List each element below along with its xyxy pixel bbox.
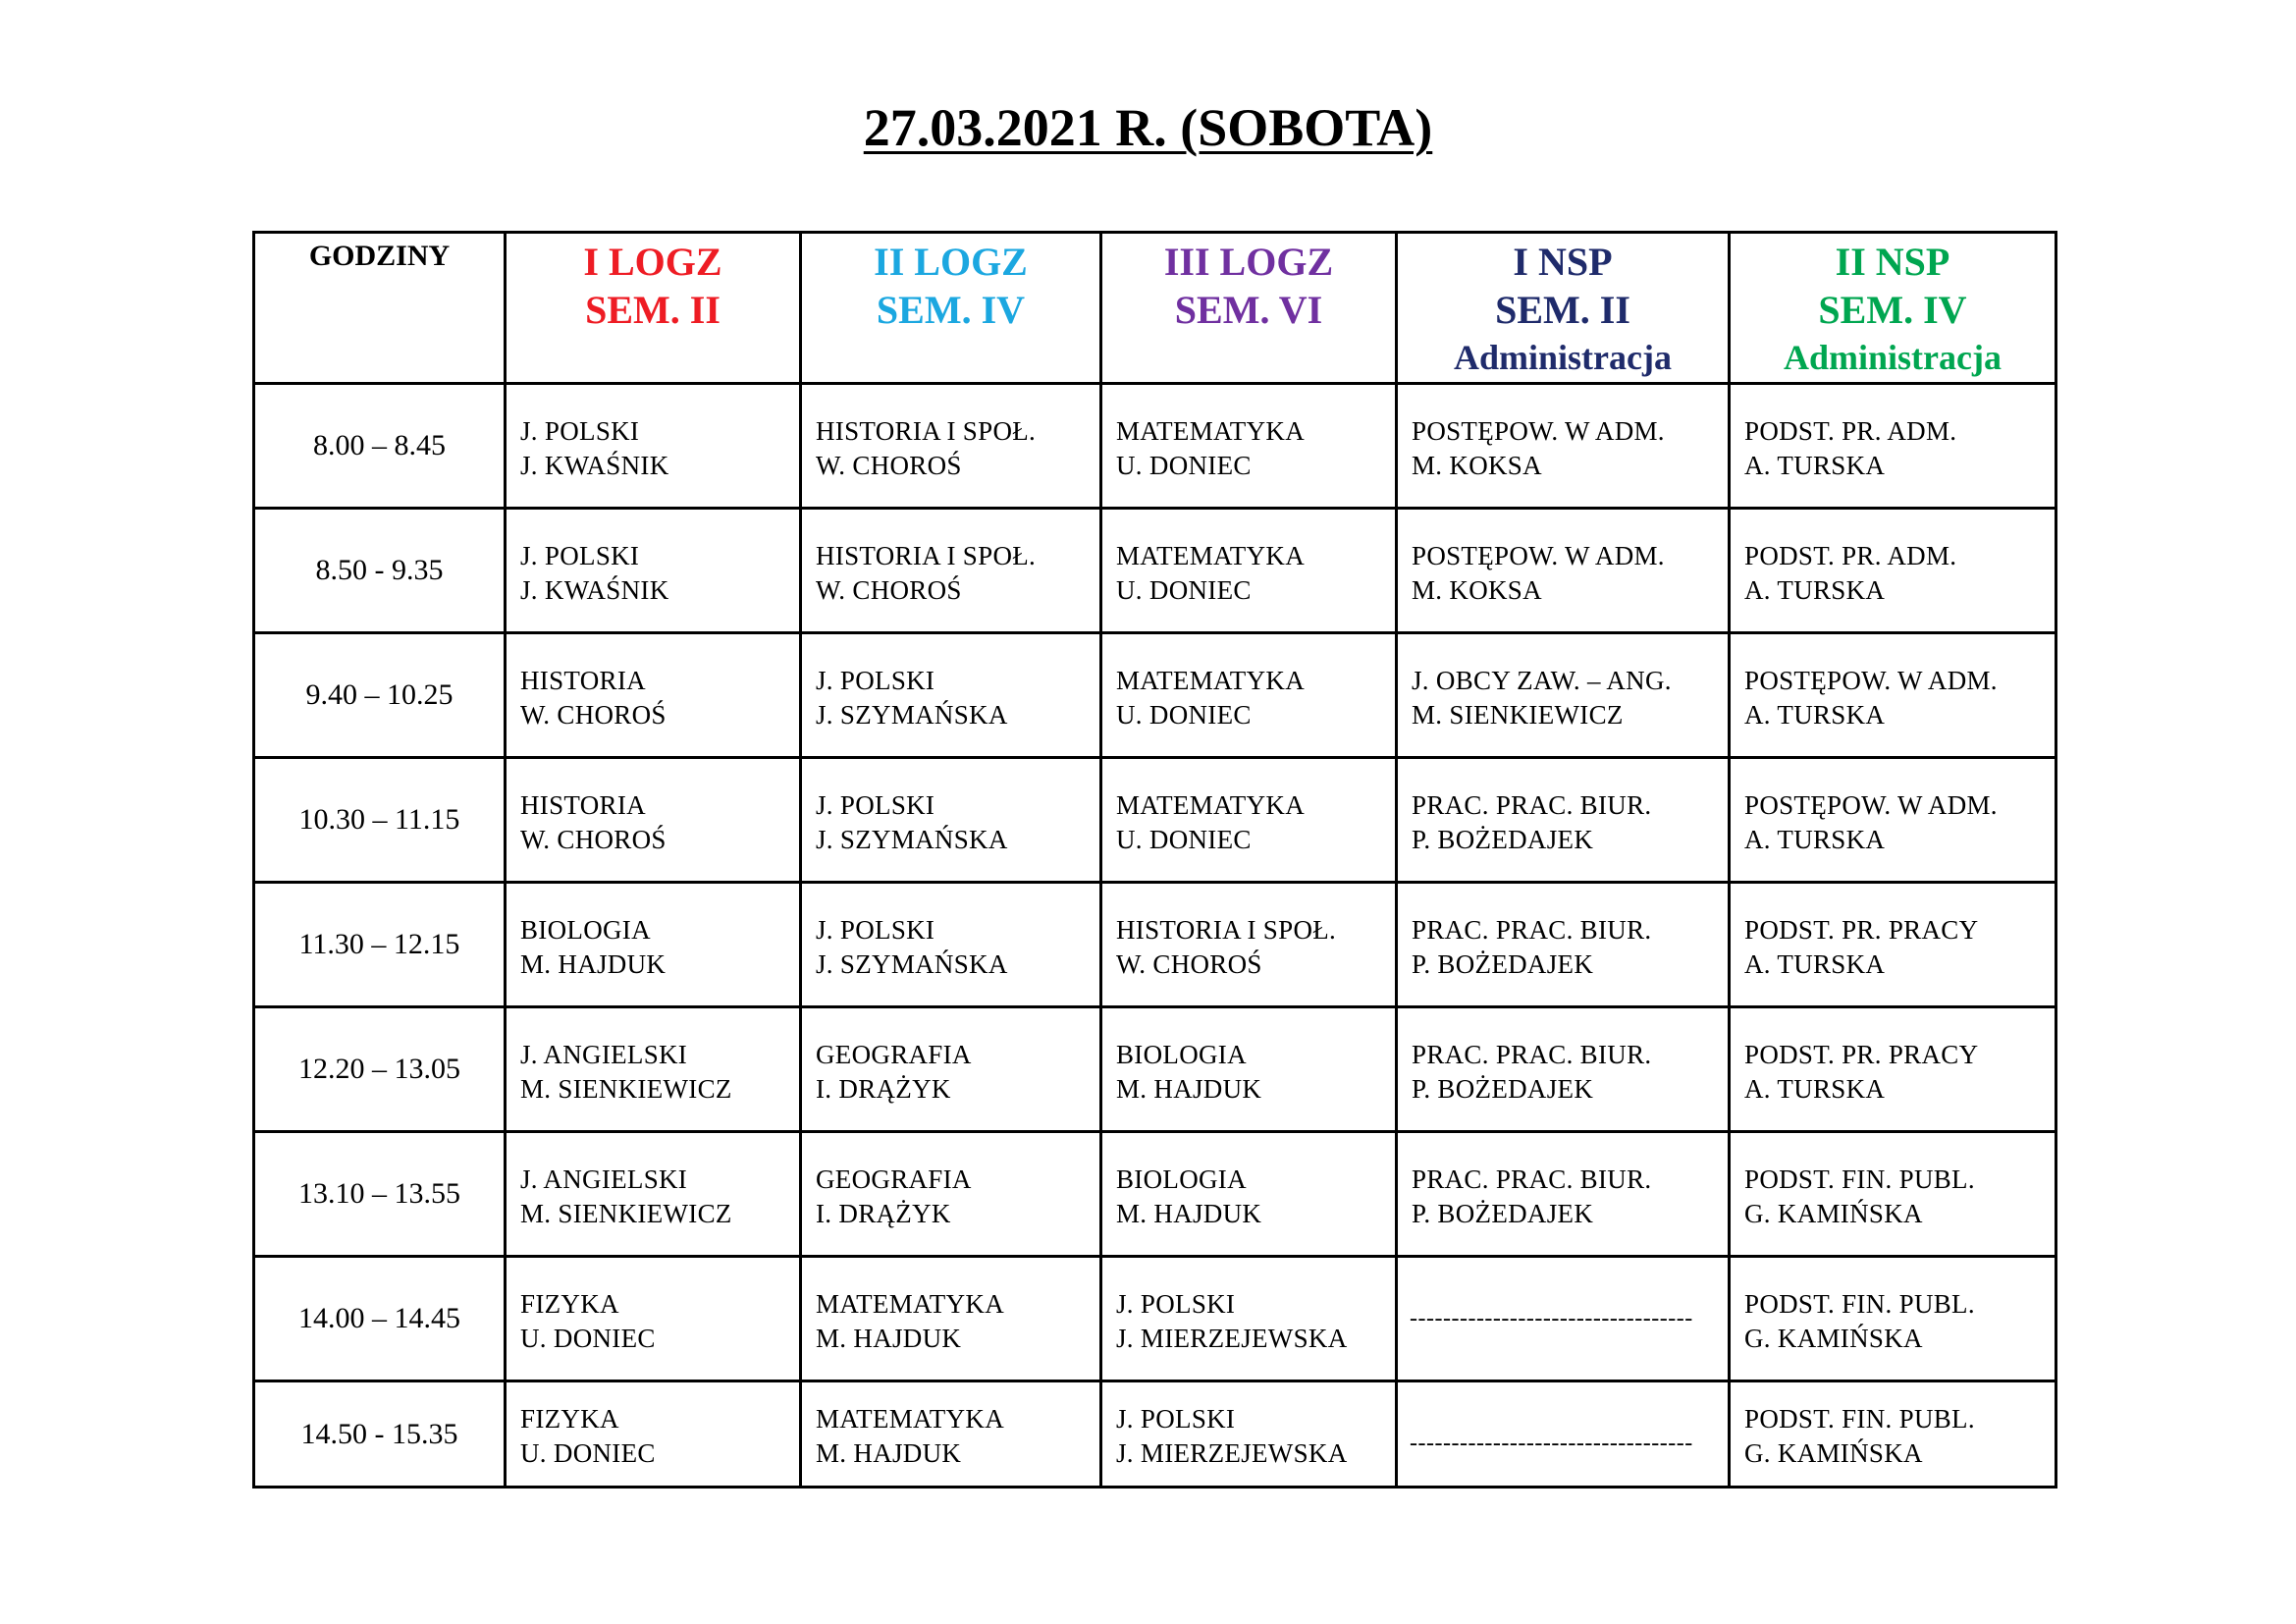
lesson-subject: POSTĘPOW. W ADM. [1412, 416, 1665, 446]
lesson-cell [1101, 883, 1397, 1007]
lesson-subject: POSTĘPOW. W ADM. [1744, 666, 1998, 695]
lesson-cell [1101, 758, 1397, 883]
lesson-teacher: A. TURSKA [1744, 575, 1886, 605]
lesson-subject: J. POLSKI [816, 790, 935, 820]
group-header-line: I LOGZ [583, 240, 722, 284]
lesson-cell [801, 384, 1101, 509]
page-title: 27.03.2021 R. (SOBOTA) [863, 98, 1433, 157]
lesson-cell [801, 1007, 1101, 1132]
lesson-teacher: W. CHOROŚ [816, 575, 962, 605]
lesson-subject: PRAC. PRAC. BIUR. [1412, 915, 1652, 945]
lesson-teacher: A. TURSKA [1744, 949, 1886, 979]
lesson-teacher: J. SZYMAŃSKA [816, 949, 1008, 979]
lesson-teacher: J. MIERZEJEWSKA [1116, 1438, 1348, 1468]
lesson-cell [1730, 509, 2056, 633]
lesson-teacher: P. BOŻEDAJEK [1412, 1199, 1594, 1228]
lesson-subject: PODST. PR. PRACY [1744, 915, 1979, 945]
lesson-teacher: M. KOKSA [1412, 451, 1542, 480]
hours-column-header: GODZINY [254, 233, 506, 384]
lesson-cell [1397, 1007, 1730, 1132]
empty-placeholder: ---------------------------------- [1410, 1431, 1693, 1456]
lesson-subject: GEOGRAFIA [816, 1040, 972, 1069]
time-slot: 9.40 – 10.25 [254, 633, 506, 758]
lesson-teacher: M. KOKSA [1412, 575, 1542, 605]
lesson-teacher: W. CHOROŚ [520, 825, 667, 854]
lesson-subject: GEOGRAFIA [816, 1164, 972, 1194]
group-header [506, 233, 801, 384]
lesson-teacher: M. SIENKIEWICZ [1412, 700, 1624, 730]
lesson-teacher: P. BOŻEDAJEK [1412, 949, 1594, 979]
lesson-subject: POSTĘPOW. W ADM. [1744, 790, 1998, 820]
lesson-teacher: M. SIENKIEWICZ [520, 1199, 732, 1228]
lesson-teacher: U. DONIEC [1116, 451, 1252, 480]
lesson-teacher: M. HAJDUK [816, 1438, 962, 1468]
lesson-cell [506, 1381, 801, 1488]
lesson-cell [1101, 1007, 1397, 1132]
lesson-subject: PODST. PR. PRACY [1744, 1040, 1979, 1069]
table-row [254, 1132, 2056, 1257]
lesson-teacher: J. SZYMAŃSKA [816, 700, 1008, 730]
group-header [1730, 233, 2056, 384]
lesson-subject: J. POLSKI [816, 915, 935, 945]
lesson-cell [1101, 633, 1397, 758]
lesson-subject: MATEMATYKA [1116, 790, 1305, 820]
lesson-cell [1397, 384, 1730, 509]
lesson-subject: PODST. FIN. PUBL. [1744, 1164, 1975, 1194]
lesson-subject: FIZYKA [520, 1404, 619, 1434]
table-row [254, 384, 2056, 509]
lesson-teacher: W. CHOROŚ [520, 700, 667, 730]
table-row [254, 758, 2056, 883]
lesson-cell [1397, 883, 1730, 1007]
lesson-cell [801, 758, 1101, 883]
table-header-row [254, 233, 2056, 384]
lesson-subject: PODST. PR. ADM. [1744, 541, 1957, 570]
lesson-teacher: M. SIENKIEWICZ [520, 1074, 732, 1104]
lesson-cell [1730, 633, 2056, 758]
group-header-line: Administracja [1784, 338, 2002, 377]
group-header-line: SEM. II [1495, 288, 1630, 332]
lesson-teacher: W. CHOROŚ [1116, 949, 1262, 979]
lesson-subject: MATEMATYKA [1116, 416, 1305, 446]
table-row [254, 883, 2056, 1007]
schedule-table [252, 231, 2057, 1489]
lesson-cell [506, 1132, 801, 1257]
lesson-cell [801, 509, 1101, 633]
lesson-subject: J. POLSKI [520, 416, 640, 446]
table-row [254, 1381, 2056, 1488]
lesson-subject: MATEMATYKA [1116, 666, 1305, 695]
lesson-teacher: J. KWAŚNIK [520, 451, 669, 480]
lesson-subject: BIOLOGIA [520, 915, 651, 945]
lesson-cell [1101, 509, 1397, 633]
lesson-teacher: A. TURSKA [1744, 825, 1886, 854]
empty-lesson-cell [1397, 1257, 1730, 1381]
lesson-cell [1730, 758, 2056, 883]
lesson-teacher: P. BOŻEDAJEK [1412, 825, 1594, 854]
lesson-cell [801, 1132, 1101, 1257]
lesson-cell [506, 1007, 801, 1132]
lesson-subject: HISTORIA I SPOŁ. [816, 416, 1037, 446]
lesson-teacher: U. DONIEC [1116, 575, 1252, 605]
lesson-teacher: A. TURSKA [1744, 1074, 1886, 1104]
lesson-subject: BIOLOGIA [1116, 1040, 1247, 1069]
group-header-line: II LOGZ [874, 240, 1028, 284]
lesson-subject: J. POLSKI [816, 666, 935, 695]
lesson-subject: PRAC. PRAC. BIUR. [1412, 790, 1652, 820]
lesson-teacher: G. KAMIŃSKA [1744, 1199, 1923, 1228]
group-header-line: SEM. VI [1174, 288, 1323, 332]
lesson-cell [1730, 384, 2056, 509]
empty-placeholder: ---------------------------------- [1410, 1305, 1693, 1331]
lesson-teacher: G. KAMIŃSKA [1744, 1324, 1923, 1353]
table-row [254, 633, 2056, 758]
time-slot: 13.10 – 13.55 [254, 1132, 506, 1257]
group-header [1397, 233, 1730, 384]
lesson-subject: MATEMATYKA [816, 1404, 1004, 1434]
lesson-cell [1101, 1381, 1397, 1488]
lesson-cell [506, 509, 801, 633]
lesson-teacher: U. DONIEC [1116, 700, 1252, 730]
lesson-subject: PRAC. PRAC. BIUR. [1412, 1164, 1652, 1194]
lesson-cell [1730, 1381, 2056, 1488]
lesson-cell [506, 758, 801, 883]
group-header-line: SEM. IV [876, 288, 1026, 332]
lesson-cell [506, 384, 801, 509]
lesson-teacher: I. DRĄŻYK [816, 1199, 951, 1228]
lesson-cell [801, 633, 1101, 758]
lesson-teacher: I. DRĄŻYK [816, 1074, 951, 1104]
lesson-subject: MATEMATYKA [816, 1289, 1004, 1319]
lesson-cell [801, 1257, 1101, 1381]
time-slot: 14.00 – 14.45 [254, 1257, 506, 1381]
lesson-subject: J. POLSKI [1116, 1289, 1236, 1319]
time-slot: 12.20 – 13.05 [254, 1007, 506, 1132]
lesson-teacher: U. DONIEC [520, 1438, 656, 1468]
group-header [801, 233, 1101, 384]
lesson-cell [1730, 883, 2056, 1007]
lesson-teacher: J. SZYMAŃSKA [816, 825, 1008, 854]
lesson-subject: HISTORIA I SPOŁ. [1116, 915, 1337, 945]
table-row [254, 1257, 2056, 1381]
lesson-teacher: M. HAJDUK [1116, 1199, 1262, 1228]
lesson-subject: BIOLOGIA [1116, 1164, 1247, 1194]
lesson-subject: HISTORIA [520, 790, 646, 820]
time-slot: 11.30 – 12.15 [254, 883, 506, 1007]
group-header-line: SEM. II [585, 288, 721, 332]
lesson-cell [506, 633, 801, 758]
table-row [254, 1007, 2056, 1132]
group-header-line: III LOGZ [1163, 240, 1334, 284]
lesson-subject: J. ANGIELSKI [520, 1164, 688, 1194]
lesson-cell [506, 1257, 801, 1381]
group-header-line: Administracja [1454, 338, 1672, 377]
lesson-cell [1730, 1132, 2056, 1257]
lesson-cell [1397, 633, 1730, 758]
lesson-cell [1101, 1257, 1397, 1381]
lesson-subject: POSTĘPOW. W ADM. [1412, 541, 1665, 570]
lesson-teacher: U. DONIEC [520, 1324, 656, 1353]
lesson-teacher: P. BOŻEDAJEK [1412, 1074, 1594, 1104]
time-slot: 14.50 - 15.35 [254, 1381, 506, 1488]
lesson-teacher: G. KAMIŃSKA [1744, 1438, 1923, 1468]
lesson-subject: PODST. FIN. PUBL. [1744, 1404, 1975, 1434]
lesson-subject: J. POLSKI [1116, 1404, 1236, 1434]
lesson-cell [1397, 758, 1730, 883]
group-header-line: I NSP [1513, 240, 1613, 284]
lesson-teacher: W. CHOROŚ [816, 451, 962, 480]
lesson-cell [506, 883, 801, 1007]
lesson-cell [1101, 1132, 1397, 1257]
lesson-subject: J. OBCY ZAW. – ANG. [1412, 666, 1672, 695]
lesson-teacher: J. MIERZEJEWSKA [1116, 1324, 1348, 1353]
group-header [1101, 233, 1397, 384]
lesson-subject: MATEMATYKA [1116, 541, 1305, 570]
empty-lesson-cell [1397, 1381, 1730, 1488]
lesson-cell [801, 883, 1101, 1007]
lesson-subject: J. POLSKI [520, 541, 640, 570]
lesson-subject: FIZYKA [520, 1289, 619, 1319]
lesson-cell [1101, 384, 1397, 509]
lesson-subject: HISTORIA [520, 666, 646, 695]
lesson-teacher: J. KWAŚNIK [520, 575, 669, 605]
lesson-teacher: M. HAJDUK [1116, 1074, 1262, 1104]
time-slot: 10.30 – 11.15 [254, 758, 506, 883]
lesson-teacher: M. HAJDUK [520, 949, 667, 979]
group-header-line: SEM. IV [1818, 288, 1967, 332]
time-slot: 8.00 – 8.45 [254, 384, 506, 509]
time-slot: 8.50 - 9.35 [254, 509, 506, 633]
lesson-teacher: A. TURSKA [1744, 451, 1886, 480]
lesson-subject: HISTORIA I SPOŁ. [816, 541, 1037, 570]
lesson-teacher: A. TURSKA [1744, 700, 1886, 730]
lesson-cell [1730, 1007, 2056, 1132]
table-row [254, 509, 2056, 633]
lesson-cell [1397, 509, 1730, 633]
lesson-subject: PRAC. PRAC. BIUR. [1412, 1040, 1652, 1069]
lesson-cell [1397, 1132, 1730, 1257]
lesson-subject: J. ANGIELSKI [520, 1040, 688, 1069]
lesson-subject: PODST. PR. ADM. [1744, 416, 1957, 446]
lesson-teacher: U. DONIEC [1116, 825, 1252, 854]
lesson-cell [1730, 1257, 2056, 1381]
group-header-line: II NSP [1835, 240, 1950, 284]
lesson-cell [801, 1381, 1101, 1488]
lesson-teacher: M. HAJDUK [816, 1324, 962, 1353]
lesson-subject: PODST. FIN. PUBL. [1744, 1289, 1975, 1319]
